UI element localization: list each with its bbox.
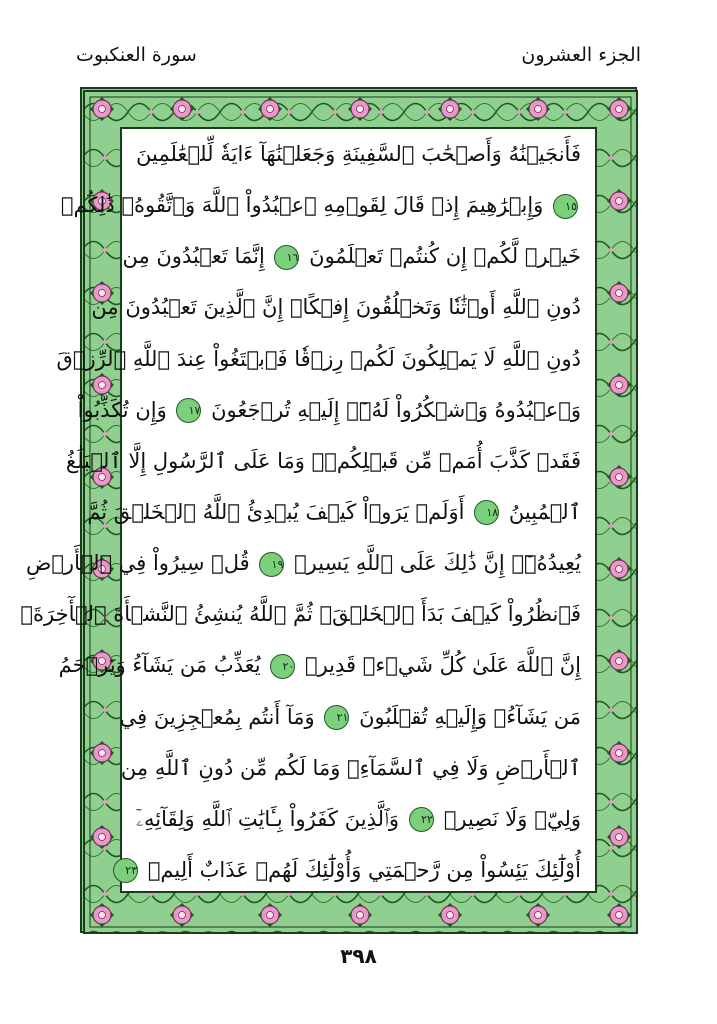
verse-text: ٱلۡمُبِينُ [508,499,581,524]
page-number: ٣٩٨ [340,944,377,968]
verse-line [65,446,581,476]
ayah-number-marker: ١٩ [259,552,284,577]
verse-text: وَمَآ أَنتُم بِمُعۡجِزِينَ فِي [119,704,315,729]
verse-text: إِنَّ ٱللَّهَ عَلَىٰ كُلِّ شَيۡءٖ قَدِيرٞ [304,653,581,678]
verse-text: وَٱلَّذِينَ كَفَرُواْ بِـَٔايَٰتِ ٱللَّهِ وَلِقَآئِهِۦٓ [136,806,399,831]
verse-text: قُلۡ سِيرُواْ فِي ٱلۡأَرۡضِ [25,551,250,576]
verse-line [77,395,581,425]
verse-text: وَإِن تُكَذِّبُواْ [77,397,167,422]
verse-text: فَأَنجَيۡنَٰهُ وَأَصۡحَٰبَ ٱلسَّفِينَةِ وَجَعَلۡنَٰهَآ ءَايَةٗ لِّلۡعَٰلَمِينَ [136,142,581,166]
verse-text: خَيۡرٞ لَّكُمۡ إِن كُنتُمۡ تَعۡلَمُونَ [309,244,581,269]
verse-text: يُعَذِّبُ مَن يَشَآءُ وَيَرۡحَمُ [58,653,261,678]
verse-text: وَإِبۡرَٰهِيمَ إِذۡ قَالَ لِقَوۡمِهِ ٱعۡبُدُواْ ٱللَّهَ وَٱتَّقُوهُۖ ذَٰلِكُمۡ [60,193,544,218]
verse-text: مَن يَشَآءُۖ وَإِلَيۡهِ تُقۡلَبُونَ [359,704,581,729]
verse-line [56,344,581,374]
ayah-number-marker: ٢٣ [113,858,138,883]
surah-name-header: سورة العنكبوت [76,44,197,66]
verse-line [119,702,581,732]
verse-line [120,753,581,783]
verse-line [58,650,581,680]
ayah-number-marker: ١٥ [553,194,578,219]
verse-text: ٱلۡأَرۡضِ وَلَا فِي ٱلسَّمَآءِۖ وَمَا لَكُم مِّن دُونِ ٱللَّهِ مِن [120,755,581,780]
ayah-number-marker: ٢٠ [270,654,295,679]
verse-line [125,855,581,885]
quran-text-panel [20,127,597,893]
ayah-number-marker: ٢١ [324,705,349,730]
verse-line [25,548,581,578]
verse-text: أُوْلَٰٓئِكَ يَئِسُواْ مِن رَّحۡمَتِي وَأُوْلَٰٓئِكَ لَهُمۡ عَذَابٌ أَلِيمٞ [147,857,581,882]
ayah-number-marker: ١٧ [176,398,201,423]
verse-text: إِنَّمَا تَعۡبُدُونَ مِن [122,244,265,269]
juz-name-header: الجزء العشرون [521,44,641,66]
ornamental-frame [20,87,637,933]
verse-line [60,190,581,220]
verse-text: فَقَدۡ كَذَّبَ أُمَمٞ مِّن قَبۡلِكُمۡۖ وَمَا عَلَى ٱلرَّسُولِ إِلَّا ٱلۡبَلَٰغُ [65,448,581,473]
verse-text: دُونِ ٱللَّهِ أَوۡثَٰنٗا وَتَخۡلُقُونَ إِفۡكًاۚ إِنَّ ٱلَّذِينَ تَعۡبُدُونَ مِن [91,295,581,320]
ayah-number-marker: ١٦ [274,245,299,270]
verse-text: فَٱنظُرُواْ كَيۡفَ بَدَأَ ٱلۡخَلۡقَۚ ثُمَّ ٱللَّهُ يُنشِئُ ٱلنَّشۡأَةَ ٱلۡأٓخِرَةَۚ [20,602,581,627]
verse-line [136,804,581,834]
verse-line [20,599,581,629]
verse-line [87,497,581,527]
verse-line [122,241,581,271]
verse-line [91,292,581,322]
verse-line [136,139,581,169]
ayah-number-marker: ١٨ [474,500,499,525]
verse-text: وَلِيّٖ وَلَا نَصِيرٖ [443,806,581,831]
verse-text: دُونِ ٱللَّهِ لَا يَمۡلِكُونَ لَكُمۡ رِزۡقٗا فَٱبۡتَغُواْ عِندَ ٱللَّهِ ٱلرِّزۡقَ [56,346,581,371]
verse-text: وَٱعۡبُدُوهُ وَٱشۡكُرُواْ لَهُۥٓۖ إِلَيۡهِ تُرۡجَعُونَ [211,397,581,422]
verse-text: يُعِيدُهُۥٓۚ إِنَّ ذَٰلِكَ عَلَى ٱللَّهِ يَسِيرٞ [294,551,581,576]
ayah-number-marker: ٢٢ [409,807,434,832]
verse-text: أَوَلَمۡ يَرَوۡاْ كَيۡفَ يُبۡدِئُ ٱللَّهُ ٱلۡخَلۡقَ ثُمَّ [87,499,465,524]
